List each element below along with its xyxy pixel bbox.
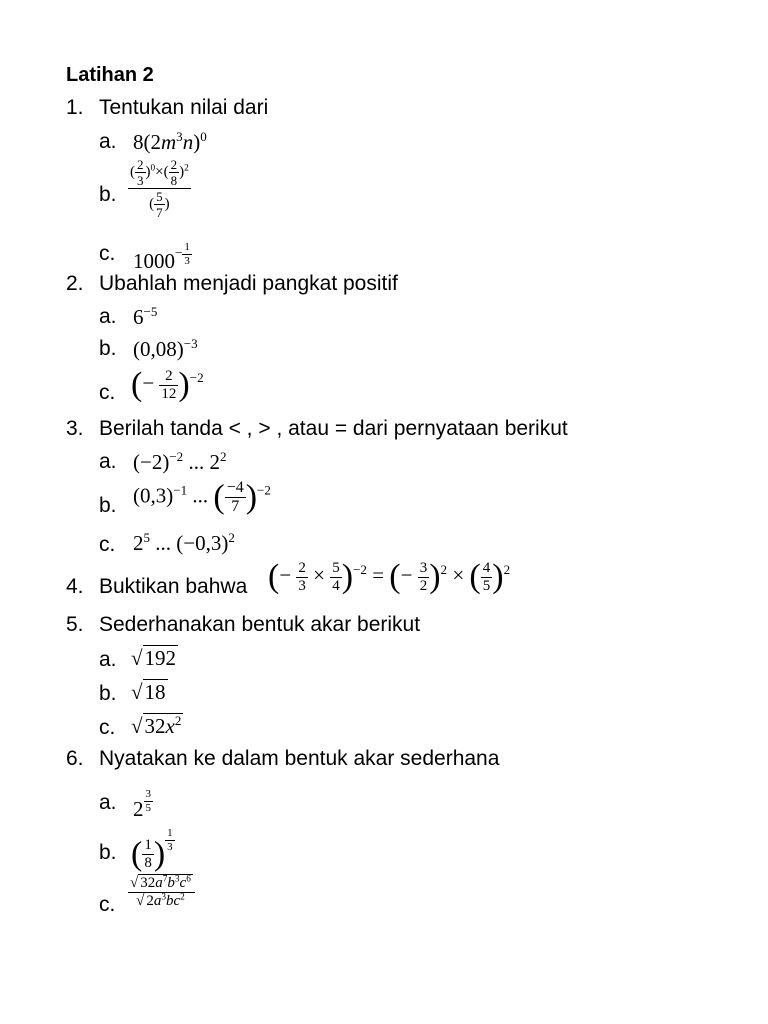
q2-text: Ubahlah menjadi pangkat positif	[99, 272, 398, 295]
q2-c-label: c.	[99, 381, 116, 404]
q6-c-expr: $\frac{√ 32a^7b^3c^6}{√ 2a^3bc^2}$	[128, 876, 195, 909]
q1-c-label: c.	[99, 242, 116, 265]
q5-number: 5.	[66, 613, 84, 636]
q4-expr: (− $\frac{2}{3}$ × $\frac{5}{4}$ )$^{-2}$ = (− $\frac{3}{2}$ )$^2$ × ( $\frac{4}{5}$ )$^2$	[268, 558, 511, 595]
q1-b-expr: ( $\frac{2}{3}$ )$^0$×( $\frac{2}{8}$ )$^2$ ( $\frac{5}{7}$ )	[130, 157, 189, 220]
q5-c-expr: $√32x^2$	[131, 713, 182, 738]
q5-b-label: b.	[99, 682, 117, 705]
q1-a-expr: $8(2m^3n)^0$	[133, 129, 207, 154]
q3-a-expr: $(-2)^{-2}$ ... $2^2$	[133, 449, 227, 474]
q6-a-expr: 2 $^{\frac{3}{5}}$	[133, 788, 151, 822]
q5-a-label: a.	[99, 648, 117, 671]
q3-number: 3.	[66, 417, 84, 440]
q4-number: 4.	[66, 575, 84, 598]
q6-number: 6.	[66, 747, 84, 770]
q3-c-label: c.	[99, 533, 116, 556]
q3-text: Berilah tanda < , > , atau = dari pernyataan berikut	[99, 417, 568, 440]
q5-a-expr: √192	[131, 646, 177, 670]
q6-b-label: b.	[99, 841, 117, 864]
q3-b-label: b.	[99, 494, 117, 517]
q1-a-label: a.	[99, 130, 117, 153]
q6-b-expr: ( $\frac{1}{8}$ ) $^{\frac{1}{3}}$	[131, 827, 173, 873]
q3-a-label: a.	[99, 450, 117, 473]
q5-c-label: c.	[99, 716, 116, 739]
page-title: Latihan 2	[66, 64, 154, 86]
q2-number: 2.	[66, 272, 84, 295]
q2-c-expr: (− $\frac{2}{12}$ )$^{-2}$	[131, 366, 204, 403]
q3-b-expr: $(0,3)^{-1}$ ... ( $\frac{-4}{7}$ )$^{-2}$	[133, 478, 271, 516]
q2-a-label: a.	[99, 305, 117, 328]
q6-text: Nyatakan ke dalam bentuk akar sederhana	[99, 747, 500, 770]
q3-c-expr: $2^5$ ... $(-0,3)^2$	[133, 530, 235, 555]
q2-b-label: b.	[99, 337, 117, 360]
q5-b-expr: √18	[131, 680, 166, 704]
q1-text: Tentukan nilai dari	[99, 96, 269, 119]
q1-c-expr: $1000^{- \frac{1}{3}}$	[133, 241, 190, 273]
q6-c-label: c.	[99, 893, 116, 916]
q2-a-expr: $6^{-5}$	[133, 304, 158, 329]
q4-text: Buktikan bahwa	[99, 575, 248, 598]
q1-b-label: b.	[99, 183, 117, 206]
q6-a-label: a.	[99, 791, 117, 814]
q5-text: Sederhanakan bentuk akar berikut	[99, 613, 421, 636]
q2-b-expr: $(0,08)^{-3}$	[133, 336, 198, 361]
q1-number: 1.	[66, 96, 84, 119]
